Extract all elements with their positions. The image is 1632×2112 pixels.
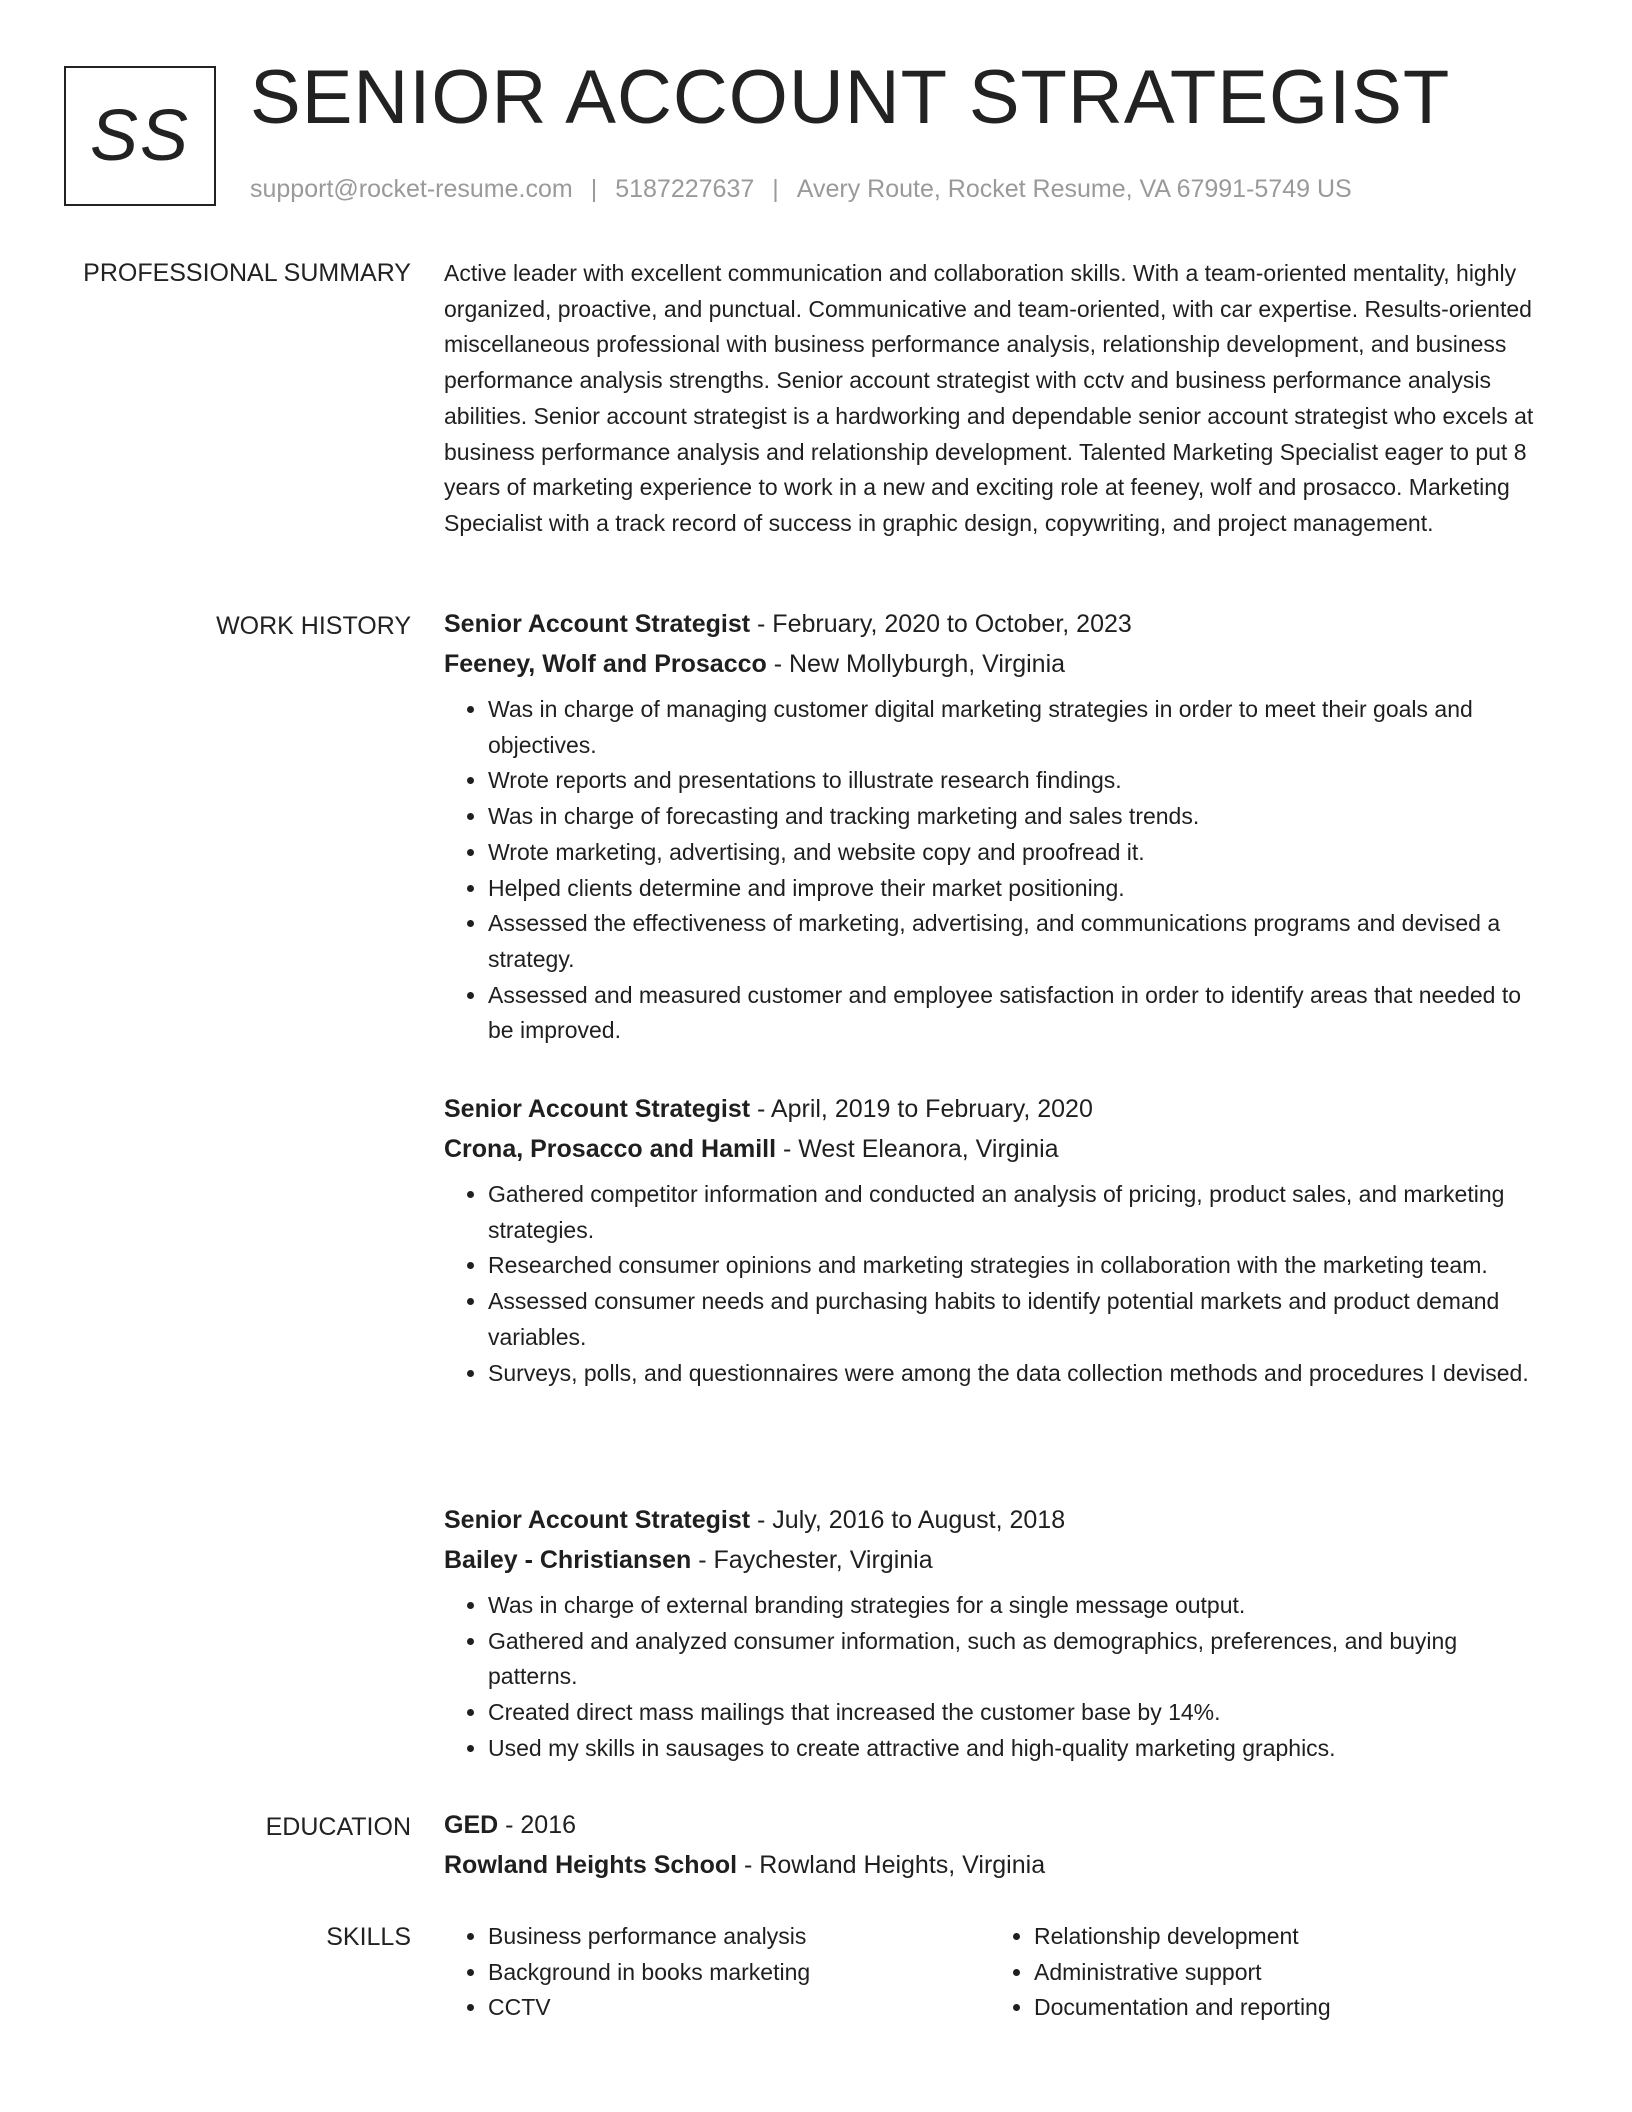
- job-entry: [444, 604, 1552, 1049]
- skill-item: • Business performance analysis: [488, 1919, 988, 1955]
- job-dates: - April, 2019 to February, 2020: [750, 1095, 1093, 1123]
- education-year: - 2016: [498, 1811, 577, 1839]
- contact-email: support@rocket-resume.com: [250, 175, 573, 203]
- education-school-line: [444, 1845, 1552, 1885]
- job-title-line: [444, 604, 1552, 644]
- skills-list-left: [444, 1919, 988, 2026]
- job-title: Senior Account Strategist: [444, 1506, 751, 1534]
- skill-item: • Documentation and reporting: [1034, 1990, 1534, 2026]
- skill-item: • Relationship development: [1034, 1919, 1534, 1955]
- contact-separator: |: [590, 175, 598, 203]
- contact-address: Avery Route, Rocket Resume, VA 67991-5749 US: [796, 175, 1352, 203]
- section-label-work-history: WORK HISTORY: [216, 612, 411, 640]
- skill-item: • CCTV: [488, 1990, 988, 2026]
- contact-line: [250, 175, 1352, 204]
- job-company-line: [444, 1129, 1552, 1169]
- job-title: Senior Account Strategist: [444, 1095, 751, 1123]
- section-label-education: EDUCATION: [265, 1813, 411, 1841]
- job-company: Crona, Prosacco and Hamill: [444, 1135, 777, 1163]
- education-school: Rowland Heights School: [444, 1851, 738, 1879]
- skill-item: • Background in books marketing: [488, 1955, 988, 1991]
- job-bullets: [444, 1177, 1552, 1391]
- job-company: Bailey - Christiansen: [444, 1546, 692, 1574]
- job-title-line: [444, 1500, 1552, 1540]
- job-dates: - February, 2020 to October, 2023: [750, 610, 1132, 638]
- job-company-line: [444, 1540, 1552, 1580]
- education-degree-line: [444, 1805, 1552, 1845]
- resume-title: SENIOR ACCOUNT STRATEGIST: [250, 55, 1451, 140]
- education-location: - Rowland Heights, Virginia: [737, 1851, 1046, 1879]
- skills-list-right: [990, 1919, 1534, 2026]
- section-label-summary: PROFESSIONAL SUMMARY: [83, 259, 411, 287]
- job-bullet: • Wrote reports and presentations to illustrate research findings.: [488, 763, 1552, 799]
- summary-body: [444, 256, 1552, 542]
- summary-text: Active leader with excellent communication and collaboration skills. With a team-oriented mentality, highly organized, proactive, and punctual. Communicative and team-oriented, with car expertise. Results-oriented miscellaneous professional with business performance analysis, relationship development, and business performance analysis strengths. Senior account strategist with cctv and business performance analysis abilities. Senior account strategist is a hardworking and dependable senior account strategist who excels at business performance analysis and relationship development. Talented Marketing Specialist eager to put 8 years of marketing experience to work in a new and exciting role at feeney, wolf and prosacco. Marketing Specialist with a track record of success in graphic design, copywriting, and project management.: [444, 260, 1534, 536]
- skills-columns: [444, 1919, 1552, 2026]
- section-label-skills: SKILLS: [326, 1923, 411, 1951]
- job-entry: [444, 1500, 1552, 1767]
- job-bullet: • Created direct mass mailings that increased the customer base by 14%.: [488, 1695, 1552, 1731]
- job-dates: - July, 2016 to August, 2018: [750, 1506, 1066, 1534]
- job-company-line: [444, 644, 1552, 684]
- job-bullet: • Assessed the effectiveness of marketing, advertising, and communications programs and devised a strategy.: [488, 906, 1552, 977]
- job-bullets: [444, 692, 1552, 1049]
- contact-separator: |: [772, 175, 779, 203]
- job-location: - New Mollyburgh, Virginia: [766, 650, 1066, 678]
- job-title: Senior Account Strategist: [444, 610, 751, 638]
- job-bullet: • Assessed and measured customer and employee satisfaction in order to identify areas that needed to be improved.: [488, 978, 1552, 1049]
- job-bullet: • Was in charge of managing customer digital marketing strategies in order to meet their goals and objectives.: [488, 692, 1552, 763]
- job-bullet: • Was in charge of external branding strategies for a single message output.: [488, 1588, 1552, 1624]
- job-bullet: • Wrote marketing, advertising, and website copy and proofread it.: [488, 835, 1552, 871]
- job-bullet: • Used my skills in sausages to create attractive and high-quality marketing graphics.: [488, 1731, 1552, 1767]
- job-bullet: • Gathered competitor information and conducted an analysis of pricing, product sales, and marketing strategies.: [488, 1177, 1552, 1248]
- job-bullet: • Researched consumer opinions and marketing strategies in collaboration with the marketing team.: [488, 1248, 1552, 1284]
- job-location: - Faychester, Virginia: [691, 1546, 933, 1574]
- job-company: Feeney, Wolf and Prosacco: [444, 650, 767, 678]
- job-bullet: • Gathered and analyzed consumer information, such as demographics, preferences, and buying patterns.: [488, 1624, 1552, 1695]
- job-bullets: [444, 1588, 1552, 1767]
- monogram: SS: [64, 66, 216, 206]
- job-bullet: • Was in charge of forecasting and tracking marketing and sales trends.: [488, 799, 1552, 835]
- job-title-line: [444, 1089, 1552, 1129]
- education-entry: [444, 1805, 1552, 1885]
- job-bullet: • Helped clients determine and improve their market positioning.: [488, 871, 1552, 907]
- job-entry: [444, 1089, 1552, 1391]
- job-bullet: • Surveys, polls, and questionnaires were among the data collection methods and procedures I devised.: [488, 1356, 1552, 1392]
- education-degree: GED: [444, 1811, 499, 1839]
- job-location: - West Eleanora, Virginia: [776, 1135, 1059, 1163]
- skill-item: • Administrative support: [1034, 1955, 1534, 1991]
- job-bullet: • Assessed consumer needs and purchasing habits to identify potential markets and product demand variables.: [488, 1284, 1552, 1355]
- contact-phone: 5187227637: [615, 175, 755, 203]
